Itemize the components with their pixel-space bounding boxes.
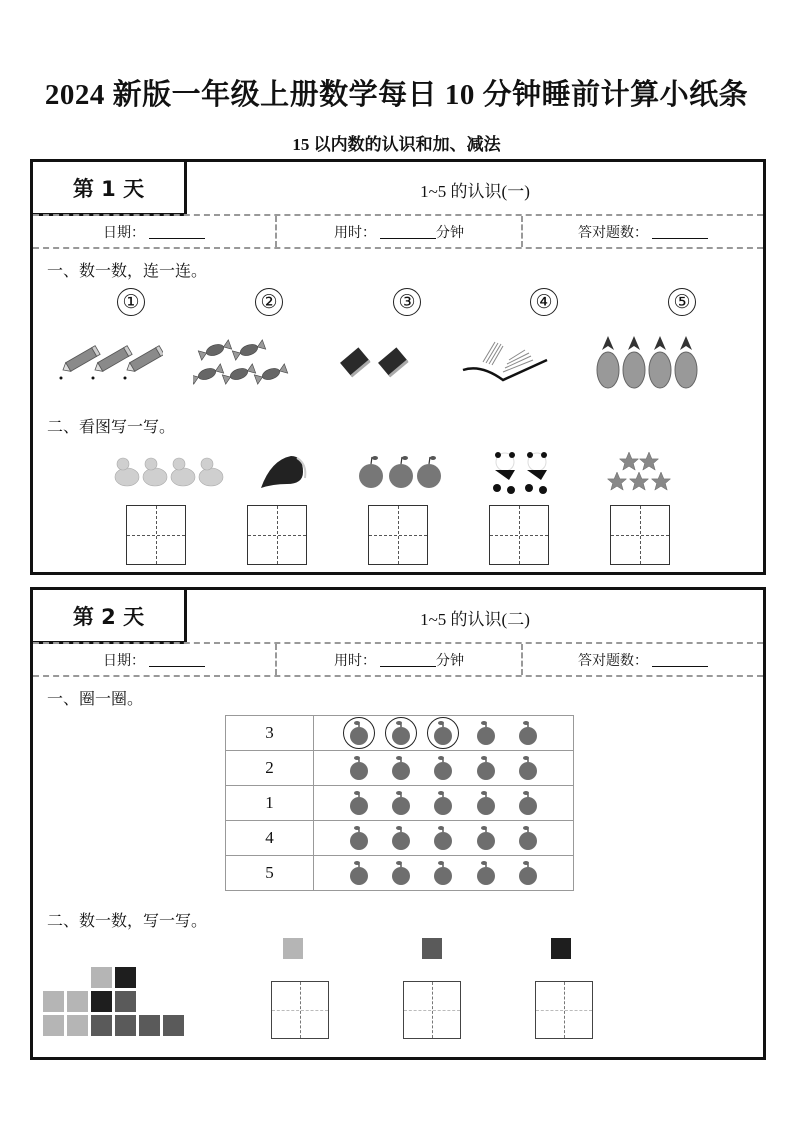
answer-box-3[interactable] xyxy=(368,505,428,565)
circle-apples-table xyxy=(225,715,574,891)
book-icon[interactable] xyxy=(461,336,549,388)
apples-cell xyxy=(314,821,574,856)
block-medium xyxy=(163,1015,184,1036)
time-field[interactable] xyxy=(275,644,521,675)
eraser-icon[interactable] xyxy=(339,344,415,380)
table-row xyxy=(226,856,574,891)
answer-box-1[interactable] xyxy=(126,505,186,565)
pencil-icon[interactable] xyxy=(57,344,163,384)
apple-icon[interactable] xyxy=(513,858,543,888)
row-number: 5 xyxy=(226,856,314,891)
day-2-card xyxy=(30,587,766,1060)
time-field[interactable] xyxy=(275,216,521,247)
apple-icon[interactable] xyxy=(513,753,543,783)
lesson-title: 1~5 的认识(一) xyxy=(420,181,530,201)
block-dark xyxy=(115,967,136,988)
apples-cell xyxy=(314,716,574,751)
block-dark xyxy=(91,991,112,1012)
row-number: 3 xyxy=(226,716,314,751)
block-medium xyxy=(139,1015,160,1036)
correct-count-label: 答对题数： xyxy=(578,224,648,241)
block-light xyxy=(67,991,88,1012)
circled-number-1[interactable]: ① xyxy=(117,288,145,316)
number-row xyxy=(33,288,763,320)
block-light xyxy=(91,967,112,988)
block-light xyxy=(67,1015,88,1036)
day-label: 第 2 天 xyxy=(33,590,187,644)
star-icon xyxy=(603,450,675,494)
section-heading: 一、圈一圈。 xyxy=(47,689,144,708)
match-pictures-row xyxy=(33,334,763,394)
time-label: 用时： xyxy=(334,224,376,241)
apple-icon[interactable] xyxy=(386,753,416,783)
date-field[interactable] xyxy=(33,644,275,675)
swatch-dark xyxy=(551,938,571,959)
apple-icon[interactable] xyxy=(428,858,458,888)
table-row xyxy=(226,821,574,856)
answer-box-2[interactable] xyxy=(247,505,307,565)
time-blank[interactable] xyxy=(380,224,436,239)
date-blank[interactable] xyxy=(149,224,205,239)
answer-box-light[interactable] xyxy=(271,981,329,1039)
apple-icon[interactable] xyxy=(428,788,458,818)
row-number: 2 xyxy=(226,751,314,786)
apples-cell xyxy=(314,786,574,821)
cap-icon xyxy=(257,452,309,492)
day-label: 第 1 天 xyxy=(33,162,187,216)
answer-box-5[interactable] xyxy=(610,505,670,565)
block-medium xyxy=(115,1015,136,1036)
block-medium xyxy=(91,1015,112,1036)
apple-icon[interactable] xyxy=(428,718,458,748)
correct-count-field[interactable] xyxy=(521,216,763,247)
apple-icon[interactable] xyxy=(471,858,501,888)
apple-icon[interactable] xyxy=(471,823,501,853)
table-row xyxy=(226,716,574,751)
section-heading: 二、看图写一写。 xyxy=(47,417,176,436)
apple-icon[interactable] xyxy=(471,718,501,748)
block-light xyxy=(43,1015,64,1036)
candy-icon[interactable] xyxy=(193,336,293,388)
info-row xyxy=(33,642,763,677)
block-medium xyxy=(115,991,136,1012)
swatch-medium xyxy=(422,938,442,959)
correct-count-field[interactable] xyxy=(521,644,763,675)
apple-icon[interactable] xyxy=(386,718,416,748)
section-heading: 一、数一数，连一连。 xyxy=(47,261,208,280)
answer-box-4[interactable] xyxy=(489,505,549,565)
apple-icon[interactable] xyxy=(471,788,501,818)
apple-icon[interactable] xyxy=(471,753,501,783)
write-pictures-row xyxy=(33,448,763,498)
apple-icon[interactable] xyxy=(344,858,374,888)
section-heading: 二、数一数，写一写。 xyxy=(47,911,208,930)
apples-cell xyxy=(314,751,574,786)
time-blank[interactable] xyxy=(380,652,436,667)
time-unit: 分钟 xyxy=(436,652,464,669)
time-unit: 分钟 xyxy=(436,224,464,241)
panda-icon xyxy=(489,450,555,494)
correct-count-blank[interactable] xyxy=(652,652,708,667)
circled-number-2[interactable]: ② xyxy=(255,288,283,316)
apple-icon[interactable] xyxy=(513,823,543,853)
block-light xyxy=(43,991,64,1012)
page-title: 2024 新版一年级上册数学每日 10 分钟睡前计算小纸条 xyxy=(44,79,749,111)
info-row xyxy=(33,214,763,249)
correct-count-label: 答对题数： xyxy=(578,652,648,669)
apple-icon[interactable] xyxy=(386,788,416,818)
circled-number-4[interactable]: ④ xyxy=(530,288,558,316)
apple-icon[interactable] xyxy=(344,718,374,748)
apple-icon[interactable] xyxy=(344,788,374,818)
apples-cell xyxy=(314,856,574,891)
apple-icon[interactable] xyxy=(344,823,374,853)
circled-number-3[interactable]: ③ xyxy=(393,288,421,316)
table-row xyxy=(226,786,574,821)
date-blank[interactable] xyxy=(149,652,205,667)
correct-count-blank[interactable] xyxy=(652,224,708,239)
apple-icon xyxy=(357,454,445,490)
pineapple-icon[interactable] xyxy=(595,334,701,390)
day-1-card xyxy=(30,159,766,575)
page-subtitle: 15 以内数的认识和加、减法 xyxy=(292,135,501,154)
date-label: 日期： xyxy=(103,652,145,669)
table-row xyxy=(226,751,574,786)
duck-icon xyxy=(113,454,227,488)
apple-icon[interactable] xyxy=(513,788,543,818)
lesson-title: 1~5 的认识(二) xyxy=(420,609,530,629)
date-label: 日期： xyxy=(103,224,145,241)
time-label: 用时： xyxy=(334,652,376,669)
apple-icon[interactable] xyxy=(513,718,543,748)
swatch-light xyxy=(283,938,303,959)
apple-icon[interactable] xyxy=(428,753,458,783)
row-number: 4 xyxy=(226,821,314,856)
row-number: 1 xyxy=(226,786,314,821)
apple-icon[interactable] xyxy=(344,753,374,783)
answer-box-medium[interactable] xyxy=(403,981,461,1039)
answer-box-dark[interactable] xyxy=(535,981,593,1039)
circled-number-5[interactable]: ⑤ xyxy=(668,288,696,316)
apple-icon[interactable] xyxy=(386,858,416,888)
date-field[interactable] xyxy=(33,216,275,247)
apple-icon[interactable] xyxy=(428,823,458,853)
apple-icon[interactable] xyxy=(386,823,416,853)
